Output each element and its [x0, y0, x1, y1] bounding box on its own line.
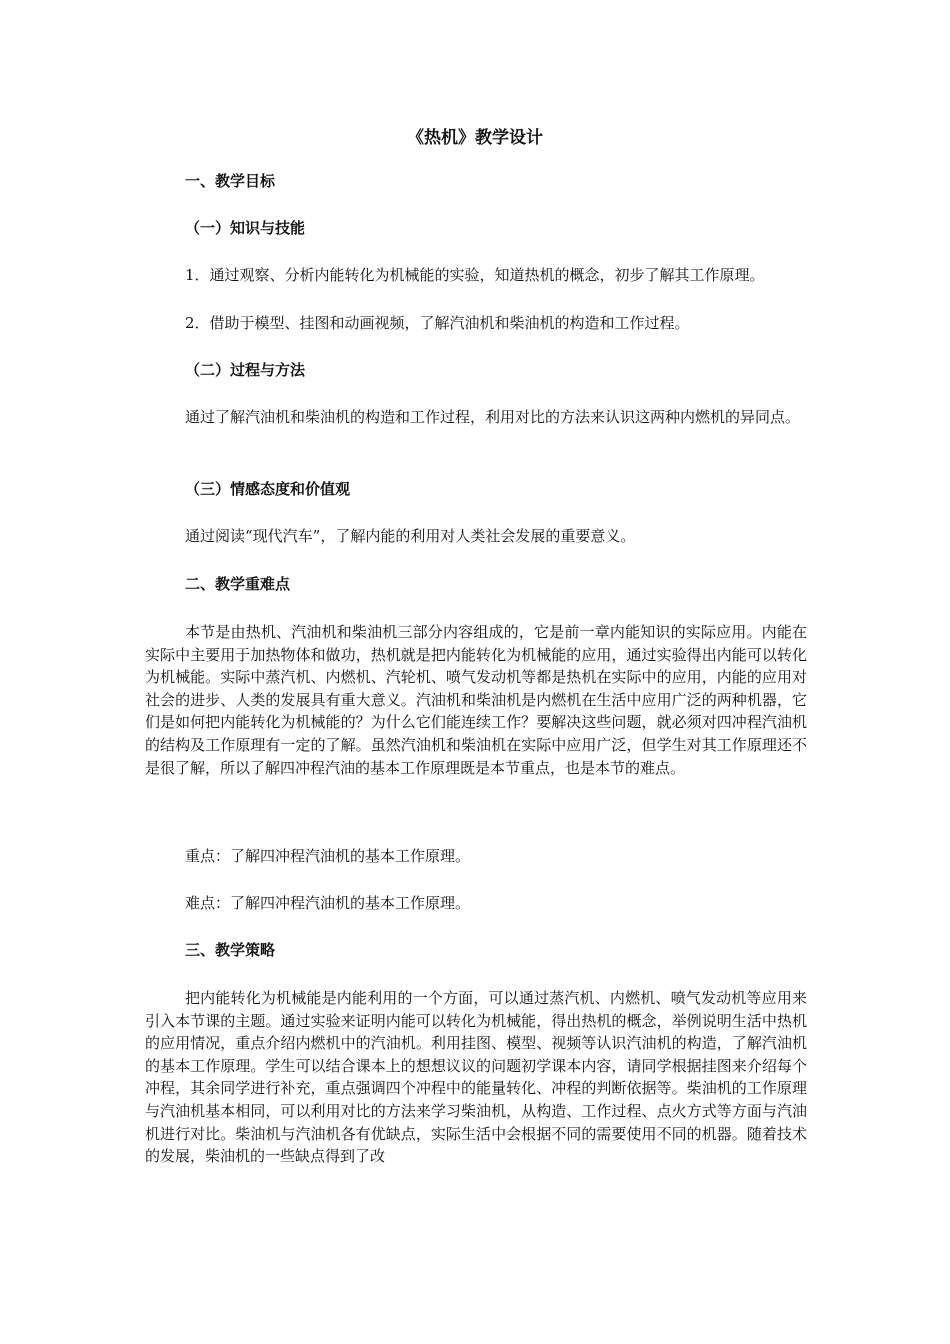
- difficulty-line: 难点：了解四冲程汽油机的基本工作原理。: [185, 894, 471, 912]
- section-heading-key-difficult: 二、教学重难点: [185, 575, 291, 593]
- paragraph-key-difficult: 本节是由热机、汽油机和柴油机三部分内容组成的，它是前一章内能知识的实际应用。内能在实际中主要用于加热物体和做功，热机就是把内能转化为机械能的应用，通过实验得出内能可以转化为机械能。实际中蒸汽机、内燃机、汽轮机、喷气发动机等都是热机在实际中的应用，内能的应用对社会的进步、人类的发展具有重大意义。汽油机和柴油机是内燃机在生活中应用广泛的两种机器，它们是如何把内能转化为机械能的？为什么它们能连续工作？要解决这些问题，就必须对四冲程汽油机的结构及工作原理有一定的了解。虽然汽油机和柴油机在实际中应用广泛，但学生对其工作原理还不是很了解，所以了解四冲程汽油的基本工作原理既是本节重点，也是本节的难点。: [145, 623, 807, 777]
- subheading-process-method: （二）过程与方法: [185, 361, 306, 379]
- paragraph-strategy: 把内能转化为机械能是内能利用的一个方面，可以通过蒸汽机、内燃机、喷气发动机等应用来引入本节课的主题。通过实验来证明内能可以转化为机械能，得出热机的概念，举例说明生活中热机的应用情况，重点介绍内燃机中的汽油机。利用挂图、模型、视频等认识汽油机的构造，了解汽油机的基本工作原理。学生可以结合课本上的想想议议的问题初学课本内容，请同学根据挂图来介绍每个冲程，其余同学进行补充，重点强调四个冲程中的能量转化、冲程的判断依据等。柴油机的工作原理与汽油机基本相同，可以利用对比的方法来学习柴油机，从构造、工作过程、点火方式等方面与汽油机进行对比。柴油机与汽油机各有优缺点，实际生活中会根据不同的需要使用不同的机器。随着技术的发展，柴油机的一些缺点得到了改: [145, 989, 807, 1166]
- paragraph-attitude-values: 通过阅读“现代汽车”，了解内能的利用对人类社会发展的重要意义。: [185, 527, 636, 545]
- subheading-knowledge-skills: （一）知识与技能: [185, 219, 306, 237]
- paragraph-process-method: 通过了解汽油机和柴油机的构造和工作过程，利用对比的方法来认识这两种内燃机的异同点。: [185, 408, 801, 426]
- key-point-line: 重点：了解四冲程汽油机的基本工作原理。: [185, 847, 471, 865]
- section-heading-strategy: 三、教学策略: [185, 941, 276, 959]
- section-heading-objectives: 一、教学目标: [185, 172, 276, 190]
- document-title: 《热机》教学设计: [407, 128, 543, 148]
- subheading-attitude-values: （三）情感态度和价值观: [185, 480, 351, 498]
- objective-item-1: 1．通过观察、分析内能转化为机械能的实验，知道热机的概念，初步了解其工作原理。: [185, 266, 765, 284]
- objective-item-2: 2．借助于模型、挂图和动画视频，了解汽油机和柴油机的构造和工作过程。: [185, 314, 690, 332]
